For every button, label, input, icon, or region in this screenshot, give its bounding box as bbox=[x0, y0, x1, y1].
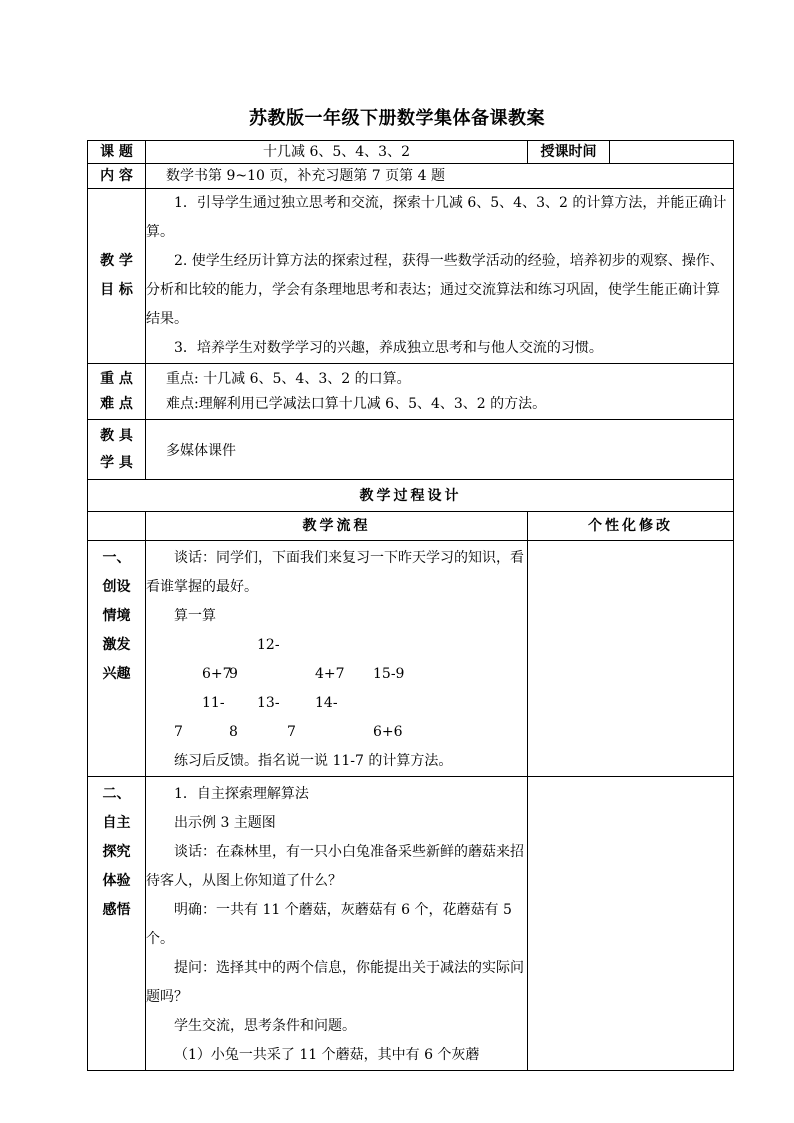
step-2-paragraph: 出示例 3 主题图 bbox=[174, 815, 276, 831]
math-row-2 bbox=[146, 689, 527, 747]
key-point: 重点: 十几减 6、5、4、3、2 的口算。 bbox=[166, 370, 411, 387]
tools-label-line1: 教 具 bbox=[100, 427, 133, 444]
keypoints-label bbox=[88, 364, 146, 420]
step-2-label-line: 感悟 bbox=[102, 902, 131, 918]
step-1-label-line: 情境 bbox=[102, 608, 131, 624]
column-header-row bbox=[88, 512, 734, 541]
goal-item-1: 1．引导学生通过独立思考和交流，探索十几减 6、5、4、3、2 的计算方法，并能正确计算。 bbox=[146, 195, 727, 240]
tools-label-line2: 学 具 bbox=[100, 454, 133, 471]
time-value bbox=[610, 141, 734, 164]
lesson-plan-table bbox=[87, 140, 734, 1071]
content-value: 数学书第 9~10 页，补充习题第 7 页第 4 题 bbox=[146, 164, 734, 189]
step-2-label bbox=[88, 777, 146, 1071]
math-expr: 14-7 bbox=[287, 695, 338, 740]
keypoints-content bbox=[146, 364, 734, 420]
step-1-label-line: 激发 bbox=[102, 637, 131, 653]
topic-label: 课 题 bbox=[88, 141, 146, 164]
content-label: 内 容 bbox=[88, 164, 146, 189]
document-title: 苏教版一年级下册数学集体备课教案 bbox=[249, 108, 545, 129]
step-1-paragraph: 算一算 bbox=[174, 608, 216, 624]
step-row-2 bbox=[88, 777, 734, 1071]
column-header-flow: 教学流程 bbox=[146, 512, 528, 541]
step-2-flow bbox=[146, 777, 528, 1071]
step-2-label-line: 自主 bbox=[102, 815, 131, 831]
process-title: 教学过程设计 bbox=[88, 480, 734, 512]
step-1-label-line: 一、 bbox=[102, 550, 131, 566]
math-expr: 11-7 bbox=[174, 695, 225, 740]
tools-row bbox=[88, 420, 734, 480]
content-row bbox=[88, 164, 734, 189]
step-1-paragraph: 谈话：同学们，下面我们来复习一下昨天学习的知识，看看谁掌握的最好。 bbox=[146, 550, 524, 595]
step-1-modify-cell bbox=[528, 541, 734, 777]
column-header-modify: 个性化修改 bbox=[528, 512, 734, 541]
math-expr: 6+7 bbox=[202, 666, 232, 682]
goals-label-line2: 目 标 bbox=[100, 282, 133, 298]
math-expr: 12-9 bbox=[229, 637, 280, 682]
step-2-label-line: 体验 bbox=[102, 873, 131, 889]
topic-value: 十几减 6、5、4、3、2 bbox=[146, 141, 528, 164]
step-2-label-line: 二、 bbox=[102, 786, 131, 802]
step-1-flow bbox=[146, 541, 528, 777]
step-1-label bbox=[88, 541, 146, 777]
math-expr: 6+6 bbox=[373, 724, 403, 740]
keypoints-row bbox=[88, 364, 734, 420]
step-2-paragraph: 明确：一共有 11 个蘑菇，灰蘑菇有 6 个，花蘑菇有 5 个。 bbox=[146, 902, 512, 947]
goals-label bbox=[88, 189, 146, 364]
goals-label-line1: 教 学 bbox=[100, 253, 133, 269]
math-expr: 4+7 bbox=[315, 666, 345, 682]
goals-row bbox=[88, 189, 734, 364]
math-expr: 13-8 bbox=[229, 695, 280, 740]
topic-row bbox=[88, 141, 734, 164]
time-label: 授课时间 bbox=[528, 141, 610, 164]
step-2-paragraph: 学生交流，思考条件和问题。 bbox=[174, 1018, 356, 1034]
difficult-point: 难点:理解利用已学减法口算十几减 6、5、4、3、2 的方法。 bbox=[166, 395, 547, 412]
step-row-1 bbox=[88, 541, 734, 777]
step-2-paragraph: （1）小兔一共采了 11 个蘑菇，其中有 6 个灰蘑 bbox=[174, 1047, 480, 1063]
step-1-label-line: 创设 bbox=[102, 579, 131, 595]
keypoints-label-line2: 难 点 bbox=[100, 395, 133, 412]
column-header-empty bbox=[88, 512, 146, 541]
step-2-paragraph: 提问：选择其中的两个信息，你能提出关于减法的实际问题吗？ bbox=[146, 960, 524, 1005]
step-2-paragraph: 谈话：在森林里，有一只小白兔准备采些新鲜的蘑菇来招待客人，从图上你知道了什么？ bbox=[146, 844, 524, 889]
goal-item-3: 3．培养学生对数学学习的兴趣，养成独立思考和与他人交流的习惯。 bbox=[174, 340, 603, 356]
step-2-modify-cell bbox=[528, 777, 734, 1071]
step-1-closing: 练习后反馈。指名说一说 11-7 的计算方法。 bbox=[174, 753, 453, 769]
step-1-label-line: 兴趣 bbox=[102, 666, 131, 682]
step-2-label-line: 探究 bbox=[102, 844, 131, 860]
keypoints-label-line1: 重 点 bbox=[100, 370, 133, 387]
math-row-1 bbox=[146, 631, 527, 689]
math-expr: 15-9 bbox=[373, 666, 405, 682]
tools-label bbox=[88, 420, 146, 480]
step-2-paragraph: 1．自主探索理解算法 bbox=[174, 786, 309, 802]
process-title-row bbox=[88, 480, 734, 512]
goals-content bbox=[146, 189, 734, 364]
goal-item-2: 2. 使学生经历计算方法的探索过程，获得一些数学活动的经验，培养初步的观察、操作、分析和比较的能力，学会有条理地思考和表达；通过交流算法和练习巩固，使学生能正确计算结果。 bbox=[146, 253, 724, 327]
tools-value: 多媒体课件 bbox=[146, 420, 734, 480]
